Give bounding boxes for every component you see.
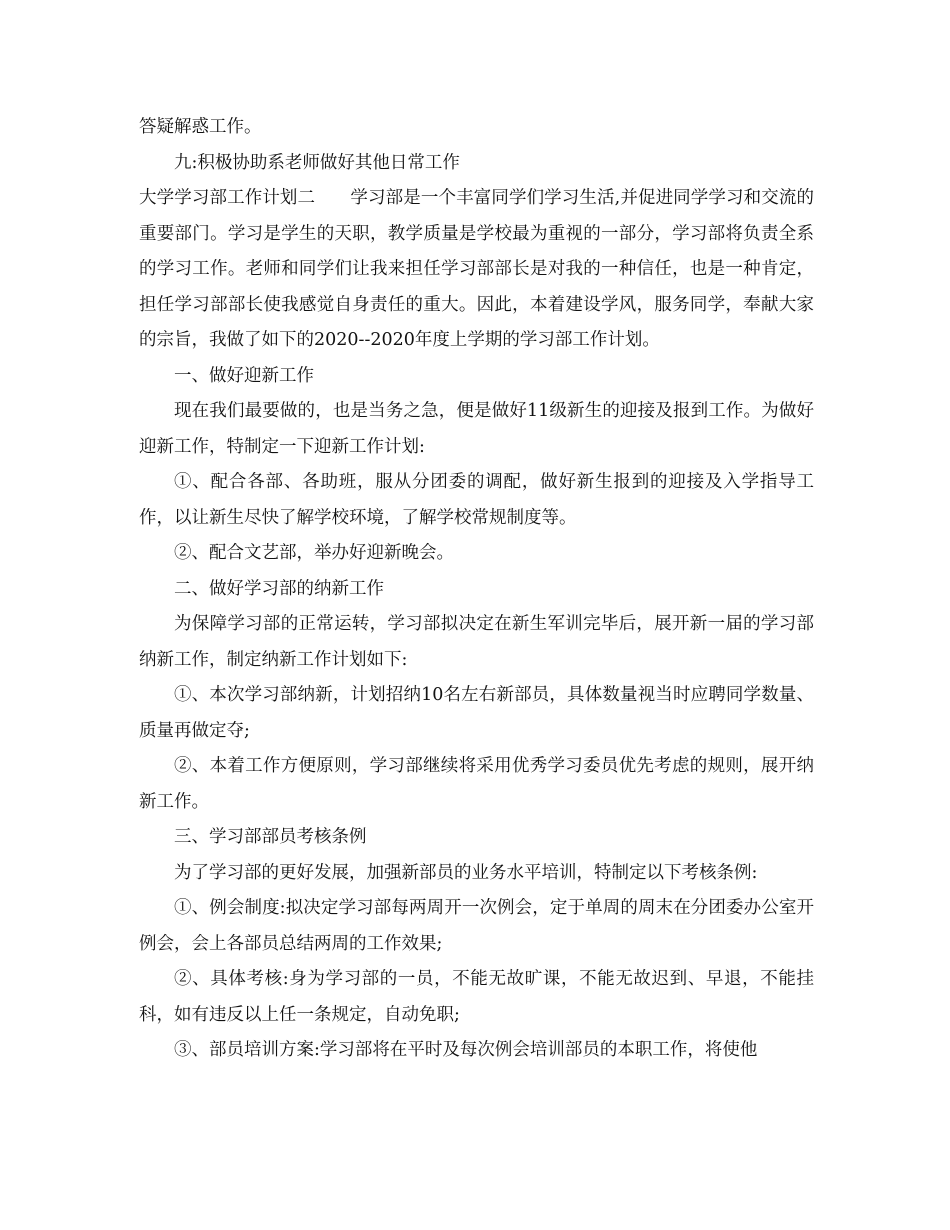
paragraph: 答疑解惑工作。 — [139, 117, 262, 137]
list-item: ②、本着工作方便原则，学习部继续将采用优秀学习委员优先考虑的规则，展开纳新工作。 — [139, 756, 814, 812]
paragraph: 为保障学习部的正常运转，学习部拟决定在新生军训完毕后，展开新一届的学习部纳新工作，制定纳新工作计划如下: — [139, 614, 814, 670]
paragraph: 现在我们最要做的，也是当务之急，便是做好11级新生的迎接及报到工作。为做好迎新工作，特制定一下迎新工作计划: — [139, 401, 814, 457]
paragraph: 为了学习部的更好发展，加强新部员的业务水平培训，特制定以下考核条例: — [174, 862, 758, 883]
list-item: ②、配合文艺部，举办好迎新晚会。 — [174, 543, 454, 563]
list-item: ①、配合各部、各助班，服从分团委的调配，做好新生报到的迎接及入学指导工作，以让新生尽快了解学校环境，了解学校常规制度等。 — [139, 472, 814, 528]
document-body — [139, 110, 814, 1069]
list-item: ③、部员培训方案:学习部将在平时及每次例会培训部员的本职工作，将使他 — [174, 1040, 758, 1060]
list-item-heading: 九:积极协助系老师做好其他日常工作 — [174, 152, 460, 173]
list-item: ①、本次学习部纳新，计划招纳10名左右新部员，具体数量视当时应聘同学数量、质量再做定夺; — [139, 685, 814, 741]
list-item: ②、具体考核:身为学习部的一员，不能无故旷课，不能无故迟到、早退，不能挂科，如有违反以上任一条规定，自动免职; — [139, 969, 814, 1025]
section-heading: 一、做好迎新工作 — [174, 365, 314, 386]
section-title-paragraph: 大学学习部工作计划二 学习部是一个丰富同学们学习生活,并促进同学学习和交流的重要部门。学习是学生的天职，教学质量是学校最为重视的一部分，学习部将负责全系的学习工作。老师和同学们让我来担任学习部部长是对我的一种信任，也是一种肯定，担任学习部部长使我感觉自身责任的重大。因此，本着建设学风，服务同学，奉献大家的宗旨，我做了如下的2020--2020年度上学期的学习部工作计划。 — [139, 188, 814, 350]
section-heading: 三、学习部部员考核条例 — [174, 827, 367, 847]
section-heading: 二、做好学习部的纳新工作 — [174, 578, 384, 599]
list-item: ①、例会制度:拟决定学习部每两周开一次例会，定于单周的周末在分团委办公室开例会，会上各部员总结两周的工作效果; — [139, 898, 814, 954]
